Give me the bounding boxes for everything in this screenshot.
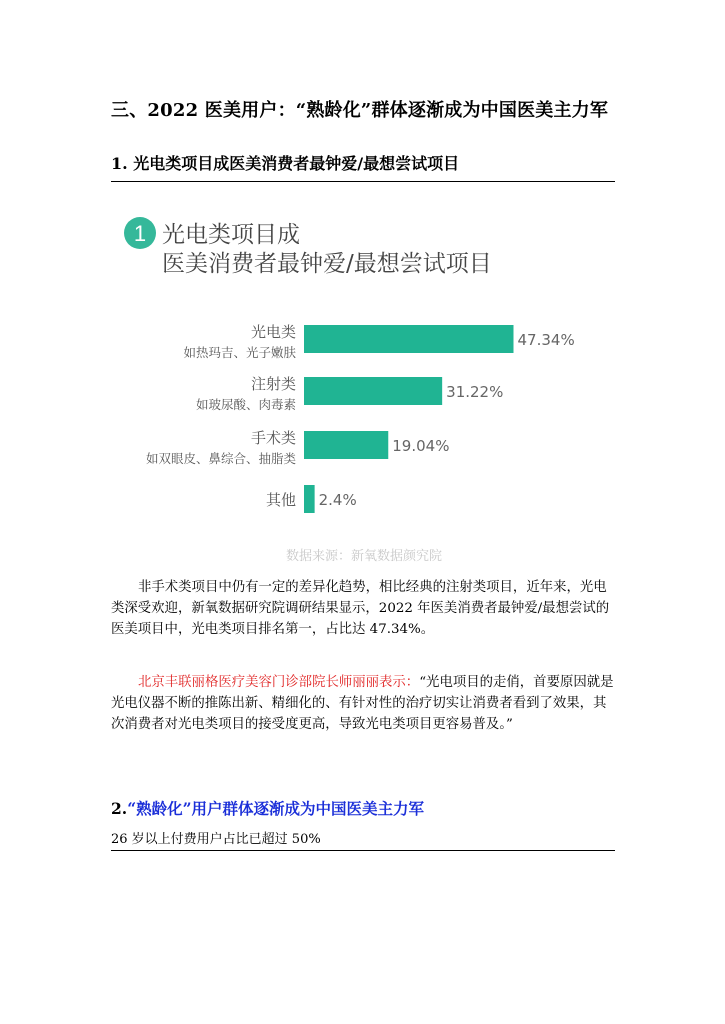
category-label-2: 手术类 [250, 429, 296, 447]
subsection2-number: 2. [111, 799, 128, 818]
paragraph-analysis: 非手术类项目中仍有一定的差异化趋势，相比经典的注射类项目，近年来，光电类深受欢迎，新氧数据研究院调研结果显示，2022 年医美消费者最钟爱/最想尝试的医美项目中，光电类项目排名第一，占比达 47.34%。 [111, 580, 610, 637]
category-note-2: 如双眼皮、鼻综合、抽脂类 [145, 451, 296, 466]
value-label-1: 31.22% [446, 383, 504, 401]
category-label-1: 注射类 [250, 375, 296, 393]
value-label-2: 19.04% [392, 437, 450, 455]
section-title: 三、2022 医美用户：“熟龄化”群体逐渐成为中国医美主力军 [111, 100, 609, 121]
subsection2-title: “熟龄化”用户群体逐渐成为中国医美主力军 [127, 799, 425, 818]
value-label-0: 47.34% [517, 331, 575, 349]
quote-text: “光电项目的走俏，首要原因就是光电仪器不断的推陈出新、精细化的、有针对性的治疗切实让消费者看到了效果，其次消费者对光电类项目的接受度更高，导致光电类项目更容易普及。” [111, 675, 614, 732]
category-label-3: 其他 [265, 491, 296, 509]
paragraph-quote [111, 672, 617, 735]
bar-3 [304, 485, 315, 513]
badge-number: 1 [133, 221, 147, 246]
category-note-0: 如热玛吉、光子嫩肤 [183, 345, 296, 360]
subsection2-subtitle: 26 岁以上付费用户占比已超过 50% [111, 828, 615, 851]
category-note-1: 如玻尿酸、肉毒素 [195, 397, 296, 412]
bar-2 [304, 431, 388, 459]
category-label-0: 光电类 [250, 323, 296, 341]
bar-0 [304, 325, 514, 353]
subsection-heading: 1. 光电类项目成医美消费者最钟爱/最想尝试项目 [111, 151, 615, 182]
chart-title-line2: 医美消费者最钟爱/最想尝试项目 [162, 251, 492, 277]
chart-figure [112, 205, 617, 571]
chart-title-line1: 光电类项目成 [162, 222, 300, 248]
bar-chart [112, 205, 617, 571]
subsection2-heading [111, 797, 424, 819]
chart-source: 数据来源：新氧数据颜究院 [285, 549, 443, 564]
bars-group [146, 323, 575, 513]
value-label-3: 2.4% [318, 491, 357, 509]
quote-speaker: 北京丰联丽格医疗美容门诊部院长师丽丽表示： [138, 675, 420, 690]
bar-1 [304, 377, 442, 405]
